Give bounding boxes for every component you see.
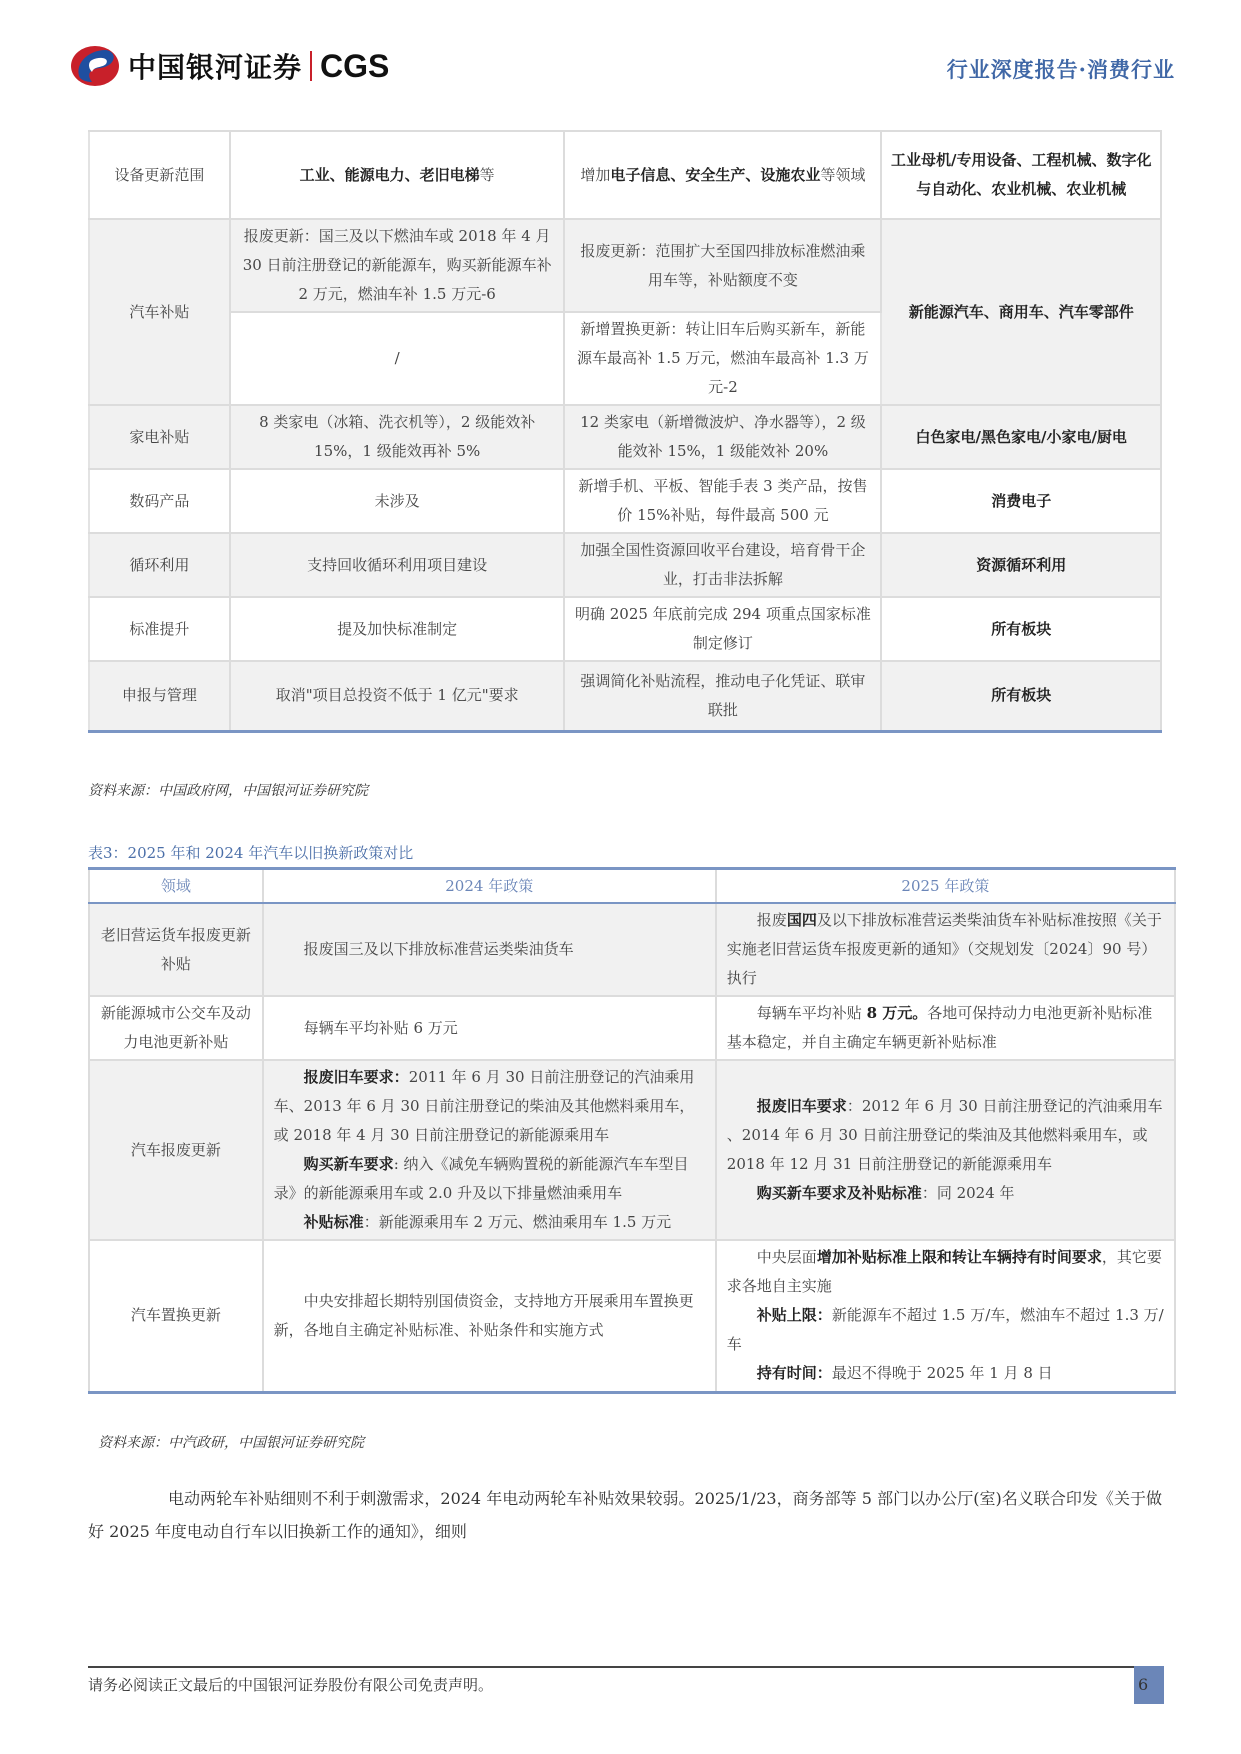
table-row [89,661,1161,731]
field-cell: 数码产品 [89,469,230,533]
policy-2024-cell: 报废旧车要求：2011 年 6 月 30 日前注册登记的汽油乘用车、2013 年 6 月 30 日前注册登记的柴油及其他燃料乘用车，或 2018 年 4 月 30 日前注册登记的新能源乘用车 购买新车要求: 纳入《减免车辆购置税的新能源汽车车型目录》的新能源乘用车或 2.0 升及以下排量燃油乘用车 补贴标准：新能源乘用车 2 万元、燃油乘用车 1.5 万元 [263,1060,716,1240]
table-row [89,597,1161,661]
table-row [89,996,1175,1060]
body-paragraph: 电动两轮车补贴细则不利于刺激需求，2024 年电动两轮车补贴效果较弱。2025/1/23，商务部等 5 部门以办公厅(室)名义联合印发《关于做好 2025 年度电动自行车以旧换新工作的通知》，细则 [88,1489,1162,1541]
sector-cell: 消费电子 [881,469,1161,533]
policy-2025-cell: 报废国四及以下排放标准营运类柴油货车补贴标准按照《关于实施老旧营运货车报废更新的通知》（交规划发〔2024〕90 号）执行 [716,903,1175,996]
policy-2024-cell: 提及加快标准制定 [230,597,565,661]
policy-comparison-table [88,130,1162,733]
policy-2024-cell: 8 类家电（冰箱、洗衣机等），2 级能效补 15%，1 级能效再补 5% [230,405,565,469]
field-cell: 老旧营运货车报废更新补贴 [89,903,263,996]
company-logo [70,44,389,88]
column-header: 领域 [89,869,263,904]
report-type: 行业深度报告·消费行业 [946,57,1175,82]
table-row [89,405,1161,469]
table-row [89,131,1161,219]
field-cell: 汽车补贴 [89,219,230,405]
column-header: 2025 年政策 [716,869,1175,904]
policy-2025-cell: 12 类家电（新增微波炉、净水器等），2 级能效补 15%，1 级能效补 20% [564,405,881,469]
field-cell: 设备更新范围 [89,131,230,219]
table2-source: 资料来源：中国政府网，中国银河证券研究院 [88,783,368,799]
field-cell: 家电补贴 [89,405,230,469]
sector-cell: 资源循环利用 [881,533,1161,597]
policy-2024-cell: 每辆车平均补贴 6 万元 [263,996,716,1060]
policy-2025-cell: 报废旧车要求：2012 年 6 月 30 日前注册登记的汽油乘用车 、2014 年 6 月 30 日前注册登记的柴油及其他燃料乘用车，或 2018 年 12 月 31 日前注册登记的新能源乘用车 购买新车要求及补贴标准：同 2024 年 [716,1060,1175,1240]
brand-name-en: CGS [320,47,390,84]
policy-2025-cell: 每辆车平均补贴 8 万元。各地可保持动力电池更新补贴标准基本稳定，并自主确定车辆更新补贴标准 [716,996,1175,1060]
table-row [89,219,1161,312]
logo-divider [310,51,312,81]
field-cell: 汽车报废更新 [89,1060,263,1240]
table-row [89,469,1161,533]
policy-2025-cell: 新增置换更新：转让旧车后购买新车，新能源车最高补 1.5 万元，燃油车最高补 1.3 万元-2 [564,312,881,405]
table-row [89,533,1161,597]
sector-cell: 所有板块 [881,661,1161,731]
brand-name-cn: 中国银河证券 [128,51,303,84]
policy-2024-cell: 支持回收循环利用项目建设 [230,533,565,597]
policy-2024-cell: 报废更新：国三及以下燃油车或 2018 年 4 月 30 日前注册登记的新能源车，购买新能源车补 2 万元，燃油车补 1.5 万元-6 [230,219,565,312]
sector-cell: 白色家电/黑色家电/小家电/厨电 [881,405,1161,469]
field-cell: 汽车置换更新 [89,1240,263,1392]
policy-2024-cell: 中央安排超长期特别国债资金，支持地方开展乘用车置换更新，各地自主确定补贴标准、补贴条件和实施方式 [263,1240,716,1392]
policy-2024-cell: 取消"项目总投资不低于 1 亿元"要求 [230,661,565,731]
policy-2024-cell: 工业、能源电力、老旧电梯等 [230,131,565,219]
field-cell: 循环利用 [89,533,230,597]
table-row [89,903,1175,996]
footer-disclaimer: 请务必阅读正文最后的中国银河证券股份有限公司免责声明。 [88,1676,494,1694]
field-cell: 申报与管理 [89,661,230,731]
table3-caption: 表3：2025 年和 2024 年汽车以旧换新政策对比 [88,844,414,862]
field-cell: 标准提升 [89,597,230,661]
policy-2025-cell: 强调简化补贴流程，推动电子化凭证、联审联批 [564,661,881,731]
policy-2024-cell: / [230,312,565,405]
sector-cell: 新能源汽车、商用车、汽车零部件 [881,219,1161,405]
policy-2024-cell: 报废国三及以下排放标准营运类柴油货车 [263,903,716,996]
page-header [0,0,1241,120]
policy-2025-cell: 明确 2025 年底前完成 294 项重点国家标准制定修订 [564,597,881,661]
footer-divider [88,1666,1164,1668]
policy-2024-cell: 未涉及 [230,469,565,533]
policy-2025-cell: 加强全国性资源回收平台建设，培育骨干企业，打击非法拆解 [564,533,881,597]
column-header: 2024 年政策 [263,869,716,904]
policy-2025-cell: 中央层面增加补贴标准上限和转让车辆持有时间要求，其它要求各地自主实施 补贴上限：新能源车不超过 1.5 万/车，燃油车不超过 1.3 万/车 持有时间：最迟不得晚于 2025 年 1 月 8 日 [716,1240,1175,1392]
cgs-logo-icon [70,44,120,88]
policy-2025-cell: 报废更新：范围扩大至国四排放标准燃油乘用车等，补贴额度不变 [564,219,881,312]
field-cell: 新能源城市公交车及动力电池更新补贴 [89,996,263,1060]
page-number: 6 [1134,1666,1164,1704]
sector-cell: 工业母机/专用设备、工程机械、数字化与自动化、农业机械、农业机械 [881,131,1161,219]
table-header-row [89,869,1175,904]
policy-2025-cell: 增加电子信息、安全生产、设施农业等领域 [564,131,881,219]
sector-cell: 所有板块 [881,597,1161,661]
table-row [89,1060,1175,1240]
table3-source: 资料来源：中汽政研，中国银河证券研究院 [98,1435,364,1451]
auto-policy-table [88,867,1176,1394]
table-row [89,1240,1175,1392]
policy-2025-cell: 新增手机、平板、智能手表 3 类产品，按售价 15%补贴，每件最高 500 元 [564,469,881,533]
